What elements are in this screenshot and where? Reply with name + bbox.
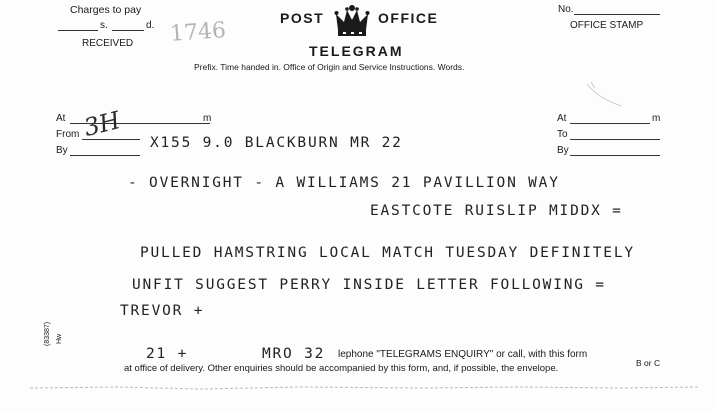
b-or-c-label: B or C <box>636 358 661 368</box>
pence-line <box>112 30 144 31</box>
received-label: RECEIVED <box>82 38 134 49</box>
right-at-label: At <box>557 113 567 124</box>
form-code: (83387) <box>44 321 51 346</box>
left-from-label: From <box>56 129 80 140</box>
footer-code-1: 21 + <box>146 346 189 362</box>
footer-code-2: MRO 32 <box>262 346 326 362</box>
charges-label: Charges to pay <box>70 4 142 16</box>
right-at-line <box>570 123 650 124</box>
right-by-line <box>570 155 660 156</box>
right-to-line <box>570 139 660 140</box>
signature-line: TREVOR + <box>120 303 205 319</box>
shillings-label: s. <box>100 20 108 31</box>
left-by-line <box>70 155 140 156</box>
pence-label: d. <box>146 20 155 31</box>
message-line-1: PULLED HAMSTRING LOCAL MATCH TUESDAY DEFINITELY <box>140 245 635 261</box>
right-by-label: By <box>557 145 569 156</box>
right-m-label: m <box>652 113 661 124</box>
origin-line: X155 9.0 BLACKBURN MR 22 <box>150 135 403 151</box>
telegram-title: TELEGRAM <box>309 43 404 59</box>
enquiry-text-1: lephone "TELEGRAMS ENQUIRY" or call, with this form <box>338 349 588 360</box>
address-line-2: EASTCOTE RUISLIP MIDDX = <box>370 203 623 219</box>
enquiry-text-2: at office of delivery. Other enquiries should be accompanied by this form, and, if possible, the envelope. <box>124 363 559 374</box>
left-m-label: m <box>203 113 212 124</box>
address-line-1: - OVERNIGHT - A WILLIAMS 21 PAVILLION WAY <box>128 175 560 191</box>
stamp-number: 1746 <box>169 18 227 47</box>
torn-edge <box>0 382 714 411</box>
office-stamp-label: OFFICE STAMP <box>570 20 644 31</box>
left-at-label: At <box>56 113 66 124</box>
shillings-line <box>58 30 98 31</box>
subheader: Prefix. Time handed in. Office of Origin and Service Instructions. Words. <box>194 62 465 72</box>
post-label: POST <box>280 10 325 26</box>
number-line <box>574 14 660 15</box>
number-label: No. <box>558 4 574 15</box>
crown-icon <box>334 4 370 38</box>
left-by-label: By <box>56 145 68 156</box>
message-line-2: UNFIT SUGGEST PERRY INSIDE LETTER FOLLOWING = <box>132 277 606 293</box>
postmark-trace <box>585 80 625 110</box>
office-label: OFFICE <box>378 10 439 26</box>
right-to-label: To <box>557 129 568 140</box>
hw-code: Hw <box>56 333 63 344</box>
handwritten-mark: 3H <box>81 106 124 142</box>
